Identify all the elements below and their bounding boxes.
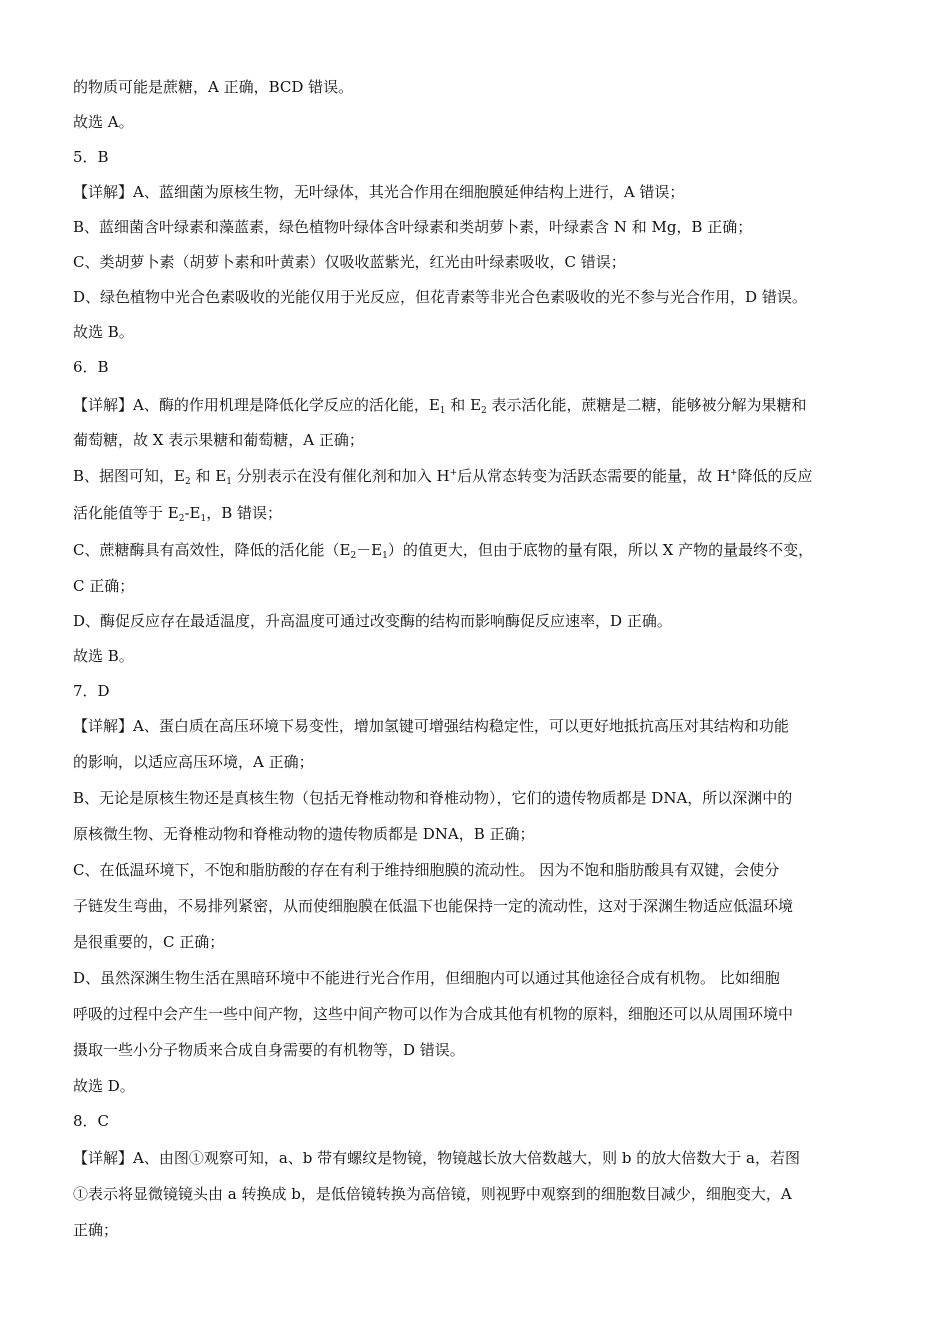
question-number: 7．D [73,682,110,700]
text-line: D、酶促反应存在最适温度，升高温度可通过改变酶的结构而影响酶促反应速率，D 正确。 [73,612,672,630]
question-number: 5．B [73,148,109,166]
text-line: C 正确； [73,577,135,595]
text-line: 的影响，以适应高压环境，A 正确； [73,753,314,771]
text-line: B、无论是原核生物还是真核生物（包括无脊椎动物和脊椎动物），它们的遗传物质都是 DNA，所以深渊中的 [73,789,793,807]
text-line: 原核微生物、无脊椎动物和脊椎动物的遗传物质都是 DNA，B 正确； [73,825,535,843]
text-line: 活化能值等于 $E_2-E_1$，B 错误； [73,504,283,524]
question-number: 8．C [73,1112,110,1130]
text-line: 的物质可能是蔗糖，A 正确，BCD 错误。 [73,78,354,96]
text-line: B、据图可知，$E_2$ 和 $E_1$ 分别表示在没有催化剂和加入 H+后从常态转变为活跃态需要的能量，故 H+降低的反应 [73,467,813,487]
text-line: 葡萄糖，故 X 表示果糖和葡萄糖，A 正确； [73,431,364,449]
text-line: 【详解】A、蓝细菌为原核生物，无叶绿体，其光合作用在细胞膜延伸结构上进行，A 错误； [73,183,685,201]
text-line: B、蓝细菌含叶绿素和藻蓝素，绿色植物叶绿体含叶绿素和类胡萝卜素，叶绿素含 N 和 Mg，B 正确； [73,218,753,236]
text-line: 故选 A。 [73,113,134,131]
text-line: D、绿色植物中光合色素吸收的光能仅用于光反应，但花青素等非光合色素吸收的光不参与光合作用，D 错误。 [73,288,807,306]
text-line: 故选 D。 [73,1077,135,1095]
text-line: 是很重要的，C 正确； [73,933,225,951]
text-line: 故选 B。 [73,647,134,665]
text-line: ①表示将显微镜镜头由 a 转换成 b，是低倍镜转换为高倍镜，则视野中观察到的细胞数目减少，细胞变大，A [73,1185,792,1203]
text-line: 子链发生弯曲，不易排列紧密，从而使细胞膜在低温下也能保持一定的流动性，这对于深渊生物适应低温环境 [73,897,794,915]
question-number: 6．B [73,358,109,376]
text-line: 【详解】A、酶的作用机理是降低化学反应的活化能，$E_1$ 和 $E_2$ 表示活化能，蔗糖是二糖，能够被分解为果糖和 [73,396,807,416]
text-line: D、虽然深渊生物生活在黑暗环境中不能进行光合作用，但细胞内可以通过其他途径合成有机物。 比如细胞 [73,969,780,987]
text-line: 呼吸的过程中会产生一些中间产物，这些中间产物可以作为合成其他有机物的原料，细胞还可以从周围环境中 [73,1005,794,1023]
text-line: 故选 B。 [73,323,134,341]
text-line: 【详解】A、蛋白质在高压环境下易变性，增加氢键可增强结构稳定性，可以更好地抵抗高压对其结构和功能 [73,717,789,735]
text-line: 【详解】A、由图①观察可知，a、b 带有螺纹是物镜，物镜越长放大倍数越大，则 b 的放大倍数大于 a，若图 [73,1149,800,1167]
text-line: 正确； [73,1221,119,1239]
text-line: C、在低温环境下，不饱和脂肪酸的存在有利于维持细胞膜的流动性。 因为不饱和脂肪酸具有双键，会使分 [73,861,780,879]
text-line: C、蔗糖酶具有高效性，降低的活化能$(E_2-E_1)$的值更大，但由于底物的量有限，所以 X 产物的量最终不变， [73,541,814,561]
text-line: 摄取一些小分子物质来合成自身需要的有机物等，D 错误。 [73,1041,465,1059]
text-line: C、类胡萝卜素（胡萝卜素和叶黄素）仅吸收蓝紫光，红光由叶绿素吸收，C 错误； [73,253,626,271]
